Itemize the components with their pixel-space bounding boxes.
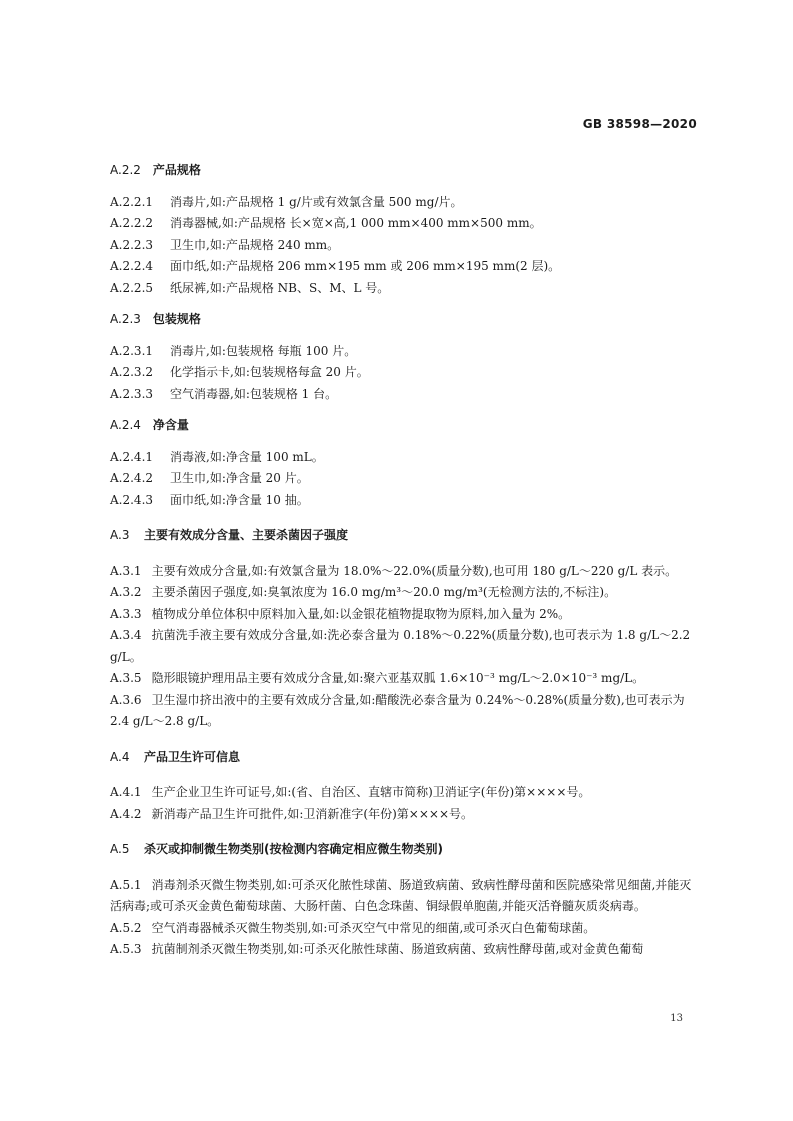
clause-a2233 [110, 384, 700, 406]
clause-text: 空气消毒器械杀灭微生物类别,如:可杀灭空气中常见的细菌,或可杀灭白色葡萄球菌。 [151, 920, 596, 935]
clause-number: A.2.2.2 [110, 216, 154, 230]
clause-text: 卫生巾,如:产品规格 240 mm。 [170, 237, 340, 252]
section-number: A.4 [110, 749, 130, 764]
section-heading-a24 [110, 415, 700, 437]
clause-text: 新消毒产品卫生许可批件,如:卫消新准字(年份)第××××号。 [151, 806, 474, 821]
clause-text: 面巾纸,如:产品规格 206 mm×195 mm 或 206 mm×195 mm(2 层)。 [170, 259, 561, 273]
clause-a51 [110, 875, 700, 918]
section-number: A.2.4 [110, 418, 141, 432]
clause-a2241 [110, 447, 700, 469]
clause-number: A.2.2.3 [110, 237, 154, 252]
clause-a53 [110, 939, 700, 961]
clause-number: A.2.4.3 [110, 492, 154, 507]
clause-a32 [110, 582, 700, 604]
clause-text: 消毒液,如:净含量 100 mL。 [170, 449, 324, 464]
section-heading-a5 [110, 839, 700, 861]
clause-text: 纸尿裤,如:产品规格 NB、S、M、L 号。 [170, 280, 390, 295]
clause-number: A.2.4.2 [110, 471, 154, 485]
clause-a35 [110, 668, 700, 690]
clause-number: A.5.2 [110, 920, 142, 935]
clause-text: 抗菌洗手液主要有效成分含量,如:洗必泰含量为 0.18%～0.22%(质量分数),也可表示为 1.8 g/L～2.2 g/L。 [110, 628, 691, 664]
clause-number: A.5.3 [110, 942, 142, 956]
clause-number: A.3.4 [110, 628, 142, 642]
section-number: A.3 [110, 528, 130, 542]
section-title: 产品卫生许可信息 [144, 749, 241, 764]
clause-text: 卫生巾,如:净含量 20 片。 [170, 471, 309, 485]
clause-text: 主要杀菌因子强度,如:臭氧浓度为 16.0 mg/m³～20.0 mg/m³(无检测方法的,不标注)。 [151, 585, 617, 599]
clause-a52 [110, 918, 700, 940]
section-title: 主要有效成分含量、主要杀菌因子强度 [144, 528, 349, 542]
clause-number: A.3.6 [110, 692, 142, 707]
clause-text: 生产企业卫生许可证号,如:(省、自治区、直辖市简称)卫消证字(年份)第××××号。 [151, 785, 591, 799]
section-heading-a4 [110, 747, 700, 769]
section-title: 包装规格 [152, 312, 201, 326]
clause-a2231 [110, 341, 700, 363]
clause-text: 主要有效成分含量,如:有效氯含量为 18.0%～22.0%(质量分数),也可用 180 g/L～220 g/L 表示。 [151, 563, 678, 578]
clause-number: A.2.2.1 [110, 194, 154, 209]
clause-text: 化学指示卡,如:包装规格每盒 20 片。 [170, 365, 369, 379]
clause-a34 [110, 625, 700, 668]
page-content [110, 160, 700, 961]
section-heading-a23 [110, 309, 700, 331]
section-number: A.5 [110, 842, 130, 856]
clause-text: 抗菌制剂杀灭微生物类别,如:可杀灭化脓性球菌、肠道致病菌、致病性酵母菌,或对金黄色葡萄 [151, 942, 644, 956]
clause-text: 隐形眼镜护理用品主要有效成分含量,如:聚六亚基双胍 1.6×10⁻³ mg/L～2.0×10⁻³ mg/L。 [151, 671, 645, 685]
clause-number: A.3.3 [110, 606, 142, 621]
standard-number: GB 38598—2020 [582, 117, 697, 131]
clause-a2221 [110, 192, 700, 214]
clause-a2222 [110, 213, 700, 235]
clause-number: A.3.5 [110, 671, 142, 685]
clause-a36 [110, 690, 700, 733]
clause-number: A.4.1 [110, 785, 142, 799]
section-number: A.2.3 [110, 312, 141, 326]
section-heading-a22 [110, 160, 700, 182]
clause-number: A.4.2 [110, 806, 142, 821]
clause-number: A.2.3.3 [110, 386, 154, 401]
clause-number: A.2.2.4 [110, 259, 154, 273]
clause-a33 [110, 604, 700, 626]
clause-text: 消毒片,如:产品规格 1 g/片或有效氯含量 500 mg/片。 [170, 194, 463, 209]
clause-a2225 [110, 278, 700, 300]
section-title: 净含量 [152, 418, 189, 432]
clause-text: 空气消毒器,如:包装规格 1 台。 [170, 386, 338, 401]
clause-number: A.2.4.1 [110, 449, 154, 464]
clause-a2224 [110, 256, 700, 278]
section-title: 产品规格 [152, 163, 201, 177]
clause-a42 [110, 804, 700, 826]
clause-text: 面巾纸,如:净含量 10 抽。 [170, 492, 309, 507]
section-title: 杀灭或抑制微生物类别(按检测内容确定相应微生物类别) [144, 842, 443, 856]
clause-number: A.5.1 [110, 877, 142, 892]
clause-text: 消毒器械,如:产品规格 长×宽×高,1 000 mm×400 mm×500 mm。 [170, 216, 542, 230]
clause-a41 [110, 782, 700, 804]
clause-text: 植物成分单位体积中原料加入量,如:以金银花植物提取物为原料,加入量为 2%。 [151, 606, 571, 621]
clause-number: A.3.2 [110, 585, 142, 599]
clause-text: 卫生湿巾挤出液中的主要有效成分含量,如:醋酸洗必泰含量为 0.24%～0.28%(质量分数),也可表示为 2.4 g/L～2.8 g/L。 [110, 692, 685, 728]
section-heading-a3 [110, 525, 700, 547]
clause-a31 [110, 561, 700, 583]
clause-text: 消毒剂杀灭微生物类别,如:可杀灭化脓性球菌、肠道致病菌、致病性酵母菌和医院感染常见细菌,并能灭活病毒;或可杀灭金黄色葡萄球菌、大肠杆菌、白色念珠菌、铜绿假单胞菌,并能灭活脊髓灰质炎病毒。 [110, 877, 692, 913]
clause-number: A.3.1 [110, 563, 142, 578]
clause-number: A.2.3.2 [110, 365, 154, 379]
section-number: A.2.2 [110, 163, 141, 177]
clause-number: A.2.3.1 [110, 343, 154, 358]
page-number: 13 [670, 1013, 683, 1024]
clause-a2243 [110, 490, 700, 512]
clause-text: 消毒片,如:包装规格 每瓶 100 片。 [170, 343, 357, 358]
clause-a2223 [110, 235, 700, 257]
clause-a2242 [110, 468, 700, 490]
clause-a2232 [110, 362, 700, 384]
clause-number: A.2.2.5 [110, 280, 154, 295]
